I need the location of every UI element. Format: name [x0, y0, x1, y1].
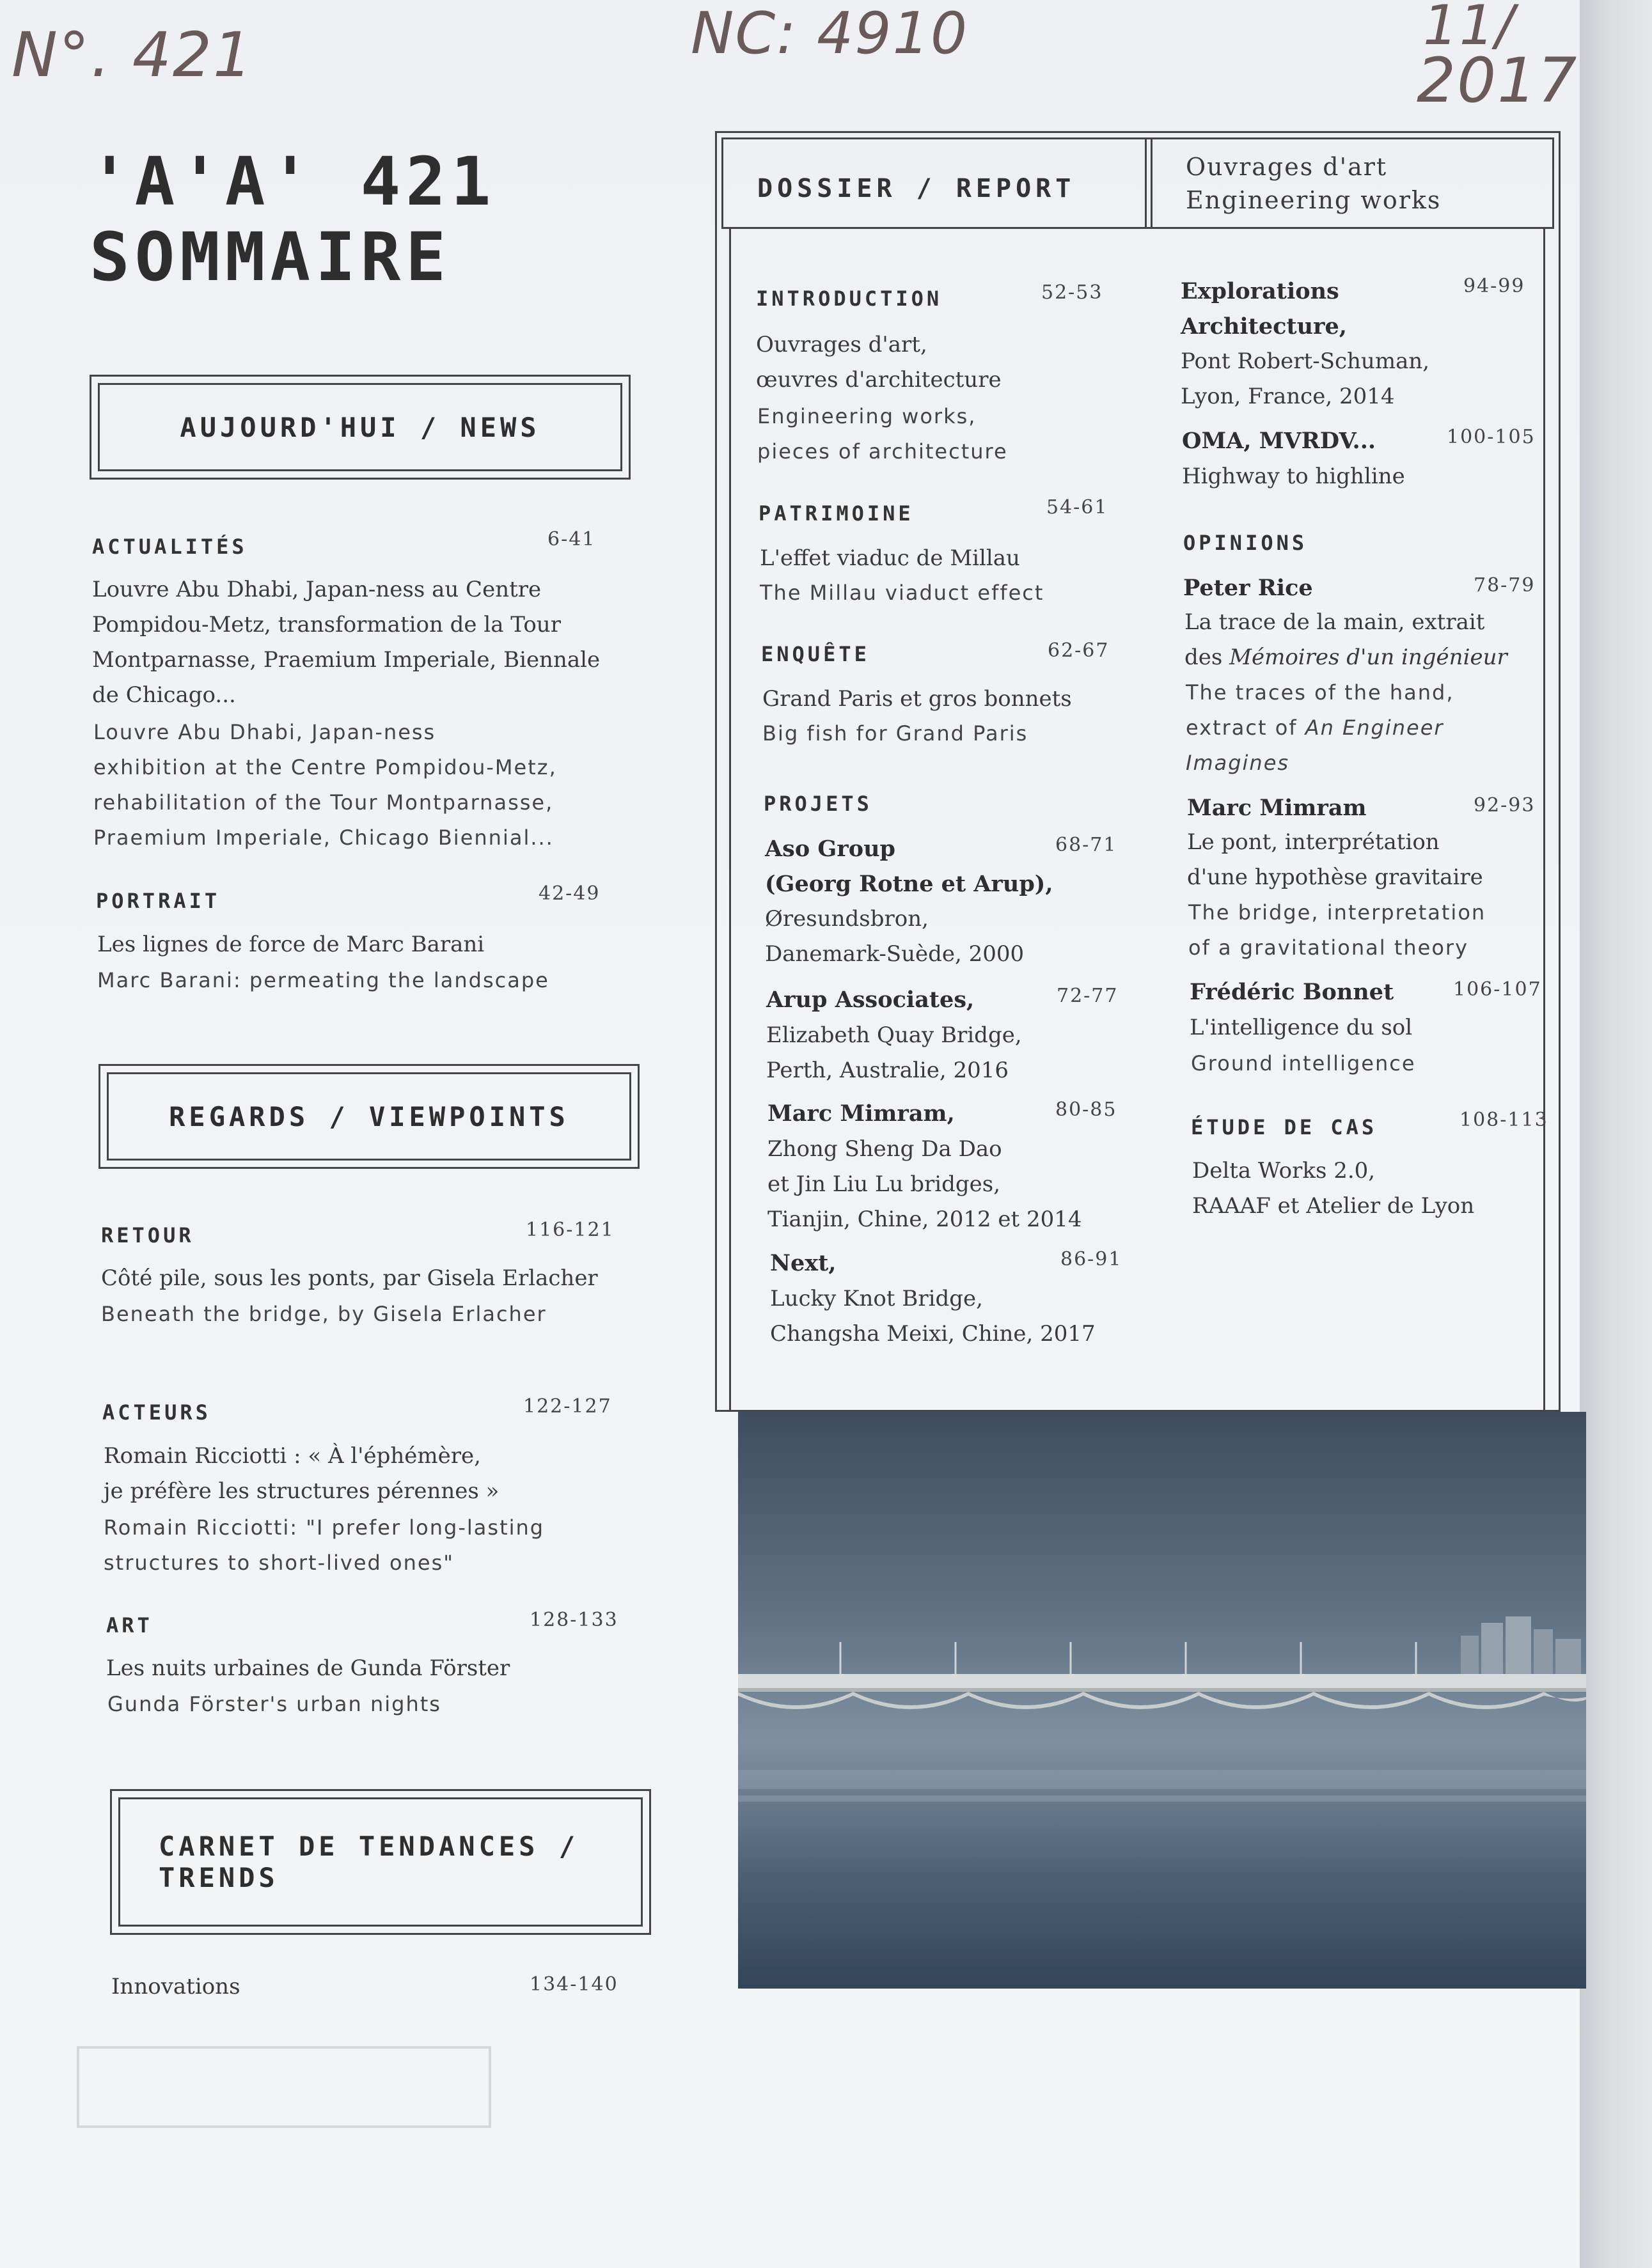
book-title: Mémoires d'un ingénieur — [1229, 645, 1507, 670]
trends-section-box — [110, 1789, 651, 1935]
dossier-subtitle-fr: Ouvrages d'art — [1186, 153, 1388, 181]
introduction-en — [757, 399, 1008, 469]
opinions-heading: OPINIONS — [1183, 531, 1308, 555]
patrimoine-heading: PATRIMOINE — [759, 501, 914, 526]
oma-title: OMA, MVRDV... — [1182, 428, 1376, 454]
patrimoine-en: The Millau viaduct effect — [760, 581, 1044, 605]
art-pages: 128-133 — [530, 1609, 618, 1631]
projet-3-body — [767, 1132, 1082, 1237]
projets-heading: PROJETS — [764, 792, 872, 816]
trends-label-line: TRENDS — [159, 1862, 279, 1893]
text-line: Aso Group — [765, 836, 895, 862]
bridge-photo-illustration — [738, 1412, 1586, 1989]
mimram-title: Marc Mimram — [1187, 795, 1367, 821]
bonnet-fr: L'intelligence du sol — [1190, 1015, 1413, 1040]
text-line: of a gravitational theory — [1188, 935, 1469, 960]
text-line: Romain Ricciotti : « À l'éphémère, — [104, 1443, 481, 1469]
text-line: Engineering works, — [757, 404, 977, 428]
text-line: d'une hypothèse gravitaire — [1187, 864, 1483, 890]
text-line: Praemium Imperiale, Chicago Biennial... — [93, 825, 554, 850]
acteurs-en — [104, 1510, 544, 1581]
bonnet-title: Frédéric Bonnet — [1190, 979, 1394, 1005]
explorations-pages: 94-99 — [1463, 275, 1525, 297]
issue-title: 'A'A' 421 — [90, 143, 496, 221]
mimram-en — [1188, 895, 1486, 966]
text-part: des — [1184, 645, 1230, 670]
mimram-fr — [1187, 825, 1483, 895]
text-line: La trace de la main, extrait — [1184, 609, 1485, 635]
text-line: œuvres d'architecture — [756, 367, 1002, 393]
dossier-label: DOSSIER / REPORT — [757, 174, 1076, 203]
explorations-body — [1181, 344, 1429, 414]
retour-heading: RETOUR — [101, 1223, 194, 1247]
retour-fr: Côté pile, sous les ponts, par Gisela Erlacher — [101, 1265, 598, 1291]
mimram-pages: 92-93 — [1474, 794, 1536, 817]
book-title: Imagines — [1186, 751, 1290, 775]
bridge-photo — [738, 1412, 1586, 1989]
text-line: je préfère les structures pérennes » — [104, 1478, 500, 1504]
text-line: rehabilitation of the Tour Montparnasse, — [93, 790, 554, 815]
handwritten-issue-number: N°. 421 — [12, 19, 254, 91]
viewpoints-section-box — [98, 1064, 640, 1169]
oma-pages: 100-105 — [1447, 426, 1536, 448]
projet-2-title: Arup Associates, — [766, 987, 975, 1013]
projet-1-title — [765, 831, 1053, 902]
rice-en — [1186, 675, 1454, 781]
actualites-fr — [92, 572, 600, 713]
patrimoine-pages: 54-61 — [1046, 496, 1108, 519]
portrait-en: Marc Barani: permeating the landscape — [97, 968, 549, 992]
news-section-label: AUJOURD'HUI / NEWS — [98, 383, 622, 471]
rice-fr — [1184, 605, 1507, 675]
text-line: Romain Ricciotti: "I prefer long-lasting — [104, 1515, 545, 1540]
text-line: RAAAF et Atelier de Lyon — [1192, 1193, 1475, 1219]
retour-pages: 116-121 — [526, 1219, 615, 1241]
introduction-fr — [756, 327, 1002, 398]
text-line: Lyon, France, 2014 — [1181, 384, 1395, 409]
text-line: pieces of architecture — [757, 439, 1008, 464]
text-line: Øresundsbron, — [765, 906, 929, 932]
news-section-box — [90, 375, 631, 480]
rice-title: Peter Rice — [1183, 575, 1313, 601]
etude-pages: 108-113 — [1459, 1109, 1548, 1131]
sommaire-title: SOMMAIRE — [90, 218, 451, 296]
projet-1-pages: 68-71 — [1055, 834, 1117, 856]
bonnet-en: Ground intelligence — [1191, 1051, 1416, 1075]
etude-body — [1192, 1154, 1474, 1224]
text-line: structures to short-lived ones" — [104, 1551, 454, 1575]
text-line: Architecture, — [1181, 313, 1347, 340]
text-line: (Georg Rotne et Arup), — [765, 871, 1053, 897]
projet-4-pages: 86-91 — [1060, 1248, 1122, 1271]
portrait-fr: Les lignes de force de Marc Barani — [97, 932, 485, 957]
viewpoints-section-label: REGARDS / VIEWPOINTS — [107, 1072, 631, 1161]
portrait-pages: 42-49 — [539, 882, 601, 905]
page-edge — [1580, 0, 1652, 2268]
text-line: Delta Works 2.0, — [1192, 1158, 1376, 1184]
projet-4-title: Next, — [770, 1250, 837, 1276]
explorations-title — [1181, 274, 1347, 344]
projet-2-pages: 72-77 — [1057, 985, 1119, 1007]
handwritten-year: 2017 — [1417, 45, 1578, 116]
oma-body: Highway to highline — [1182, 464, 1405, 489]
book-title: An Engineer — [1305, 716, 1444, 740]
enquete-heading: ENQUÊTE — [761, 642, 870, 666]
innovations-item: Innovations — [111, 1974, 240, 1999]
rice-pages: 78-79 — [1474, 574, 1536, 597]
projet-1-body — [765, 902, 1024, 972]
text-line: Montparnasse, Praemium Imperiale, Biennale — [92, 647, 601, 673]
text-line: de Chicago... — [92, 682, 236, 708]
text-line — [1186, 710, 1454, 746]
enquete-fr: Grand Paris et gros bonnets — [762, 686, 1072, 712]
text-line: Pompidou-Metz, transformation de la Tour — [92, 612, 561, 637]
art-fr: Les nuits urbaines de Gunda Förster — [106, 1655, 510, 1681]
text-line: Elizabeth Quay Bridge, — [766, 1022, 1022, 1048]
text-line: Explorations — [1181, 278, 1339, 304]
text-line: Zhong Sheng Da Dao — [767, 1136, 1002, 1162]
text-line: Louvre Abu Dhabi, Japan-ness au Centre — [92, 577, 542, 602]
projet-3-title: Marc Mimram, — [767, 1100, 955, 1127]
handwritten-reference: NC: 4910 — [691, 0, 969, 67]
actualites-heading: ACTUALITÉS — [92, 535, 248, 559]
trends-section-label — [118, 1797, 643, 1927]
text-line: Lucky Knot Bridge, — [770, 1286, 983, 1311]
art-heading: ART — [106, 1613, 153, 1638]
text-line: The bridge, interpretation — [1188, 900, 1486, 925]
page-title — [90, 144, 496, 295]
text-line: Ouvrages d'art, — [756, 332, 927, 357]
text-line: Pont Robert-Schuman, — [1181, 348, 1430, 374]
acteurs-fr — [104, 1439, 499, 1509]
projet-3-pages: 80-85 — [1055, 1099, 1117, 1121]
enquete-pages: 62-67 — [1048, 639, 1110, 662]
text-line: exhibition at the Centre Pompidou-Metz, — [93, 755, 557, 779]
text-line: Danemark-Suède, 2000 — [765, 941, 1025, 967]
text-line: Louvre Abu Dhabi, Japan-ness — [93, 720, 436, 744]
dossier-subtitle-en: Engineering works — [1186, 186, 1442, 214]
show-through — [77, 2046, 491, 2128]
text-line: Tianjin, Chine, 2012 et 2014 — [767, 1207, 1082, 1232]
actualites-en — [93, 715, 557, 856]
text-line: Changsha Meixi, Chine, 2017 — [770, 1321, 1096, 1347]
text-line: et Jin Liu Lu bridges, — [767, 1171, 1001, 1197]
text-part: extract of — [1186, 716, 1305, 740]
projet-2-body — [766, 1018, 1022, 1088]
projet-4-body — [770, 1281, 1096, 1352]
trends-label — [159, 1831, 579, 1893]
handwritten-month: 11/ — [1423, 0, 1516, 58]
enquete-en: Big fish for Grand Paris — [762, 721, 1028, 746]
patrimoine-fr: L'effet viaduc de Millau — [760, 545, 1020, 571]
etude-heading: ÉTUDE DE CAS — [1191, 1115, 1378, 1139]
text-line: Perth, Australie, 2016 — [766, 1058, 1009, 1083]
acteurs-pages: 122-127 — [523, 1395, 612, 1418]
text-line: The traces of the hand, — [1186, 680, 1454, 705]
trends-label-line: CARNET DE TENDANCES / — [159, 1831, 579, 1862]
introduction-heading: INTRODUCTION — [756, 286, 943, 311]
actualites-pages: 6-41 — [547, 528, 596, 551]
retour-en: Beneath the bridge, by Gisela Erlacher — [101, 1302, 547, 1326]
dossier-header-divider — [1145, 139, 1152, 227]
acteurs-heading: ACTEURS — [102, 1400, 211, 1425]
introduction-pages: 52-53 — [1041, 281, 1103, 304]
innovations-pages: 134-140 — [530, 1973, 618, 1996]
text-line: Le pont, interprétation — [1187, 829, 1440, 855]
art-en: Gunda Förster's urban nights — [107, 1692, 441, 1716]
bonnet-pages: 106-107 — [1453, 978, 1542, 1001]
portrait-heading: PORTRAIT — [96, 889, 221, 913]
text-line — [1184, 640, 1507, 675]
